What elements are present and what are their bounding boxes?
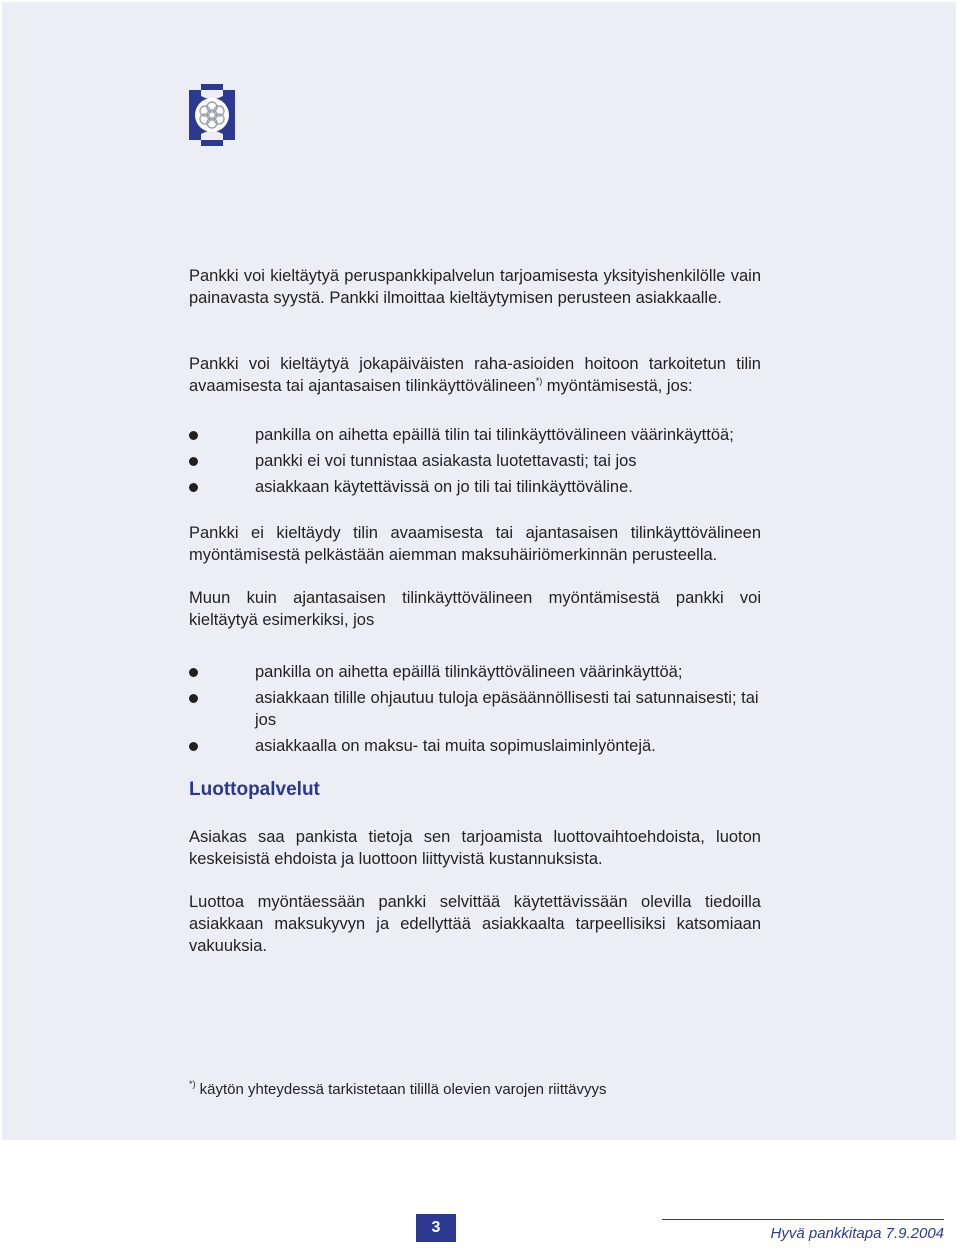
bullet-icon [189,668,198,677]
bullet-list-1 [189,424,761,502]
bullet-icon [189,483,198,492]
list-item: pankilla on aihetta epäillä tilinkäyttövälineen väärinkäyttöä; [189,661,761,683]
bullet-icon [189,431,198,440]
footer-rule [662,1219,944,1220]
list-item: asiakkaan käytettävissä on jo tili tai tilinkäyttöväline. [189,476,761,498]
bullet-icon [189,694,198,703]
paragraph-2 [189,353,761,397]
paragraph-4: Muun kuin ajantasaisen tilinkäyttövälineen myöntämisestä pankki voi kieltäytyä esimerkiksi, jos [189,589,761,629]
page-number: 3 [416,1214,456,1242]
footnote-marker: *) [535,376,543,386]
bullet-icon [189,742,198,751]
list-item: pankilla on aihetta epäillä tilin tai tilinkäyttövälineen väärinkäyttöä; [189,424,761,446]
paragraph-1: Pankki voi kieltäytyä peruspankkipalvelun tarjoamisesta yksityishenkilölle vain painavasta syystä. Pankki ilmoittaa kieltäytymisen perusteen asiakkaalle. [189,267,761,307]
footnote [189,1080,607,1100]
section-heading: Luottopalvelut [189,779,320,800]
list-item: asiakkaalla on maksu- tai muita sopimuslaiminlyöntejä. [189,735,761,757]
paragraph-5: Asiakas saa pankista tietoja sen tarjoamista luottovaihtoehdoista, luoton keskeisistä ehdoista ja luottoon liittyvistä kustannuksista. [189,828,761,868]
footnote-mark: *) [189,1079,196,1089]
paragraph-6: Luottoa myöntäessään pankki selvittää käytettävissään olevilla tiedoilla asiakkaan maksukyvyn ja edellyttää asiakkaalta tarpeellisiksi katsomiaan vakuuksia. [189,893,761,955]
bullet-icon [189,457,198,466]
bank-emblem-icon [189,84,235,146]
list-item: pankki ei voi tunnistaa asiakasta luotettavasti; tai jos [189,450,761,472]
footer-title: Hyvä pankkitapa 7.9.2004 [770,1225,944,1242]
page-panel [2,2,956,1140]
bullet-list-2 [189,661,761,761]
list-item: asiakkaan tilille ohjautuu tuloja epäsäännöllisesti tai satunnaisesti; tai jos [189,687,761,731]
footnote-text: käytön yhteydessä tarkistetaan tilillä olevien varojen riittävyys [195,1081,607,1098]
paragraph-2-text: Pankki voi kieltäytyä jokapäiväisten raha-asioiden hoitoon tarkoitetun tilin avaamisesta tai ajantasaisen tilinkäyttövälineen [189,355,761,395]
paragraph-2-text-end: myöntämisestä, jos: [542,377,693,395]
paragraph-3: Pankki ei kieltäydy tilin avaamisesta tai ajantasaisen tilinkäyttövälineen myöntämisestä pelkästään aiemman maksuhäiriömerkinnän perusteella. [189,524,761,564]
